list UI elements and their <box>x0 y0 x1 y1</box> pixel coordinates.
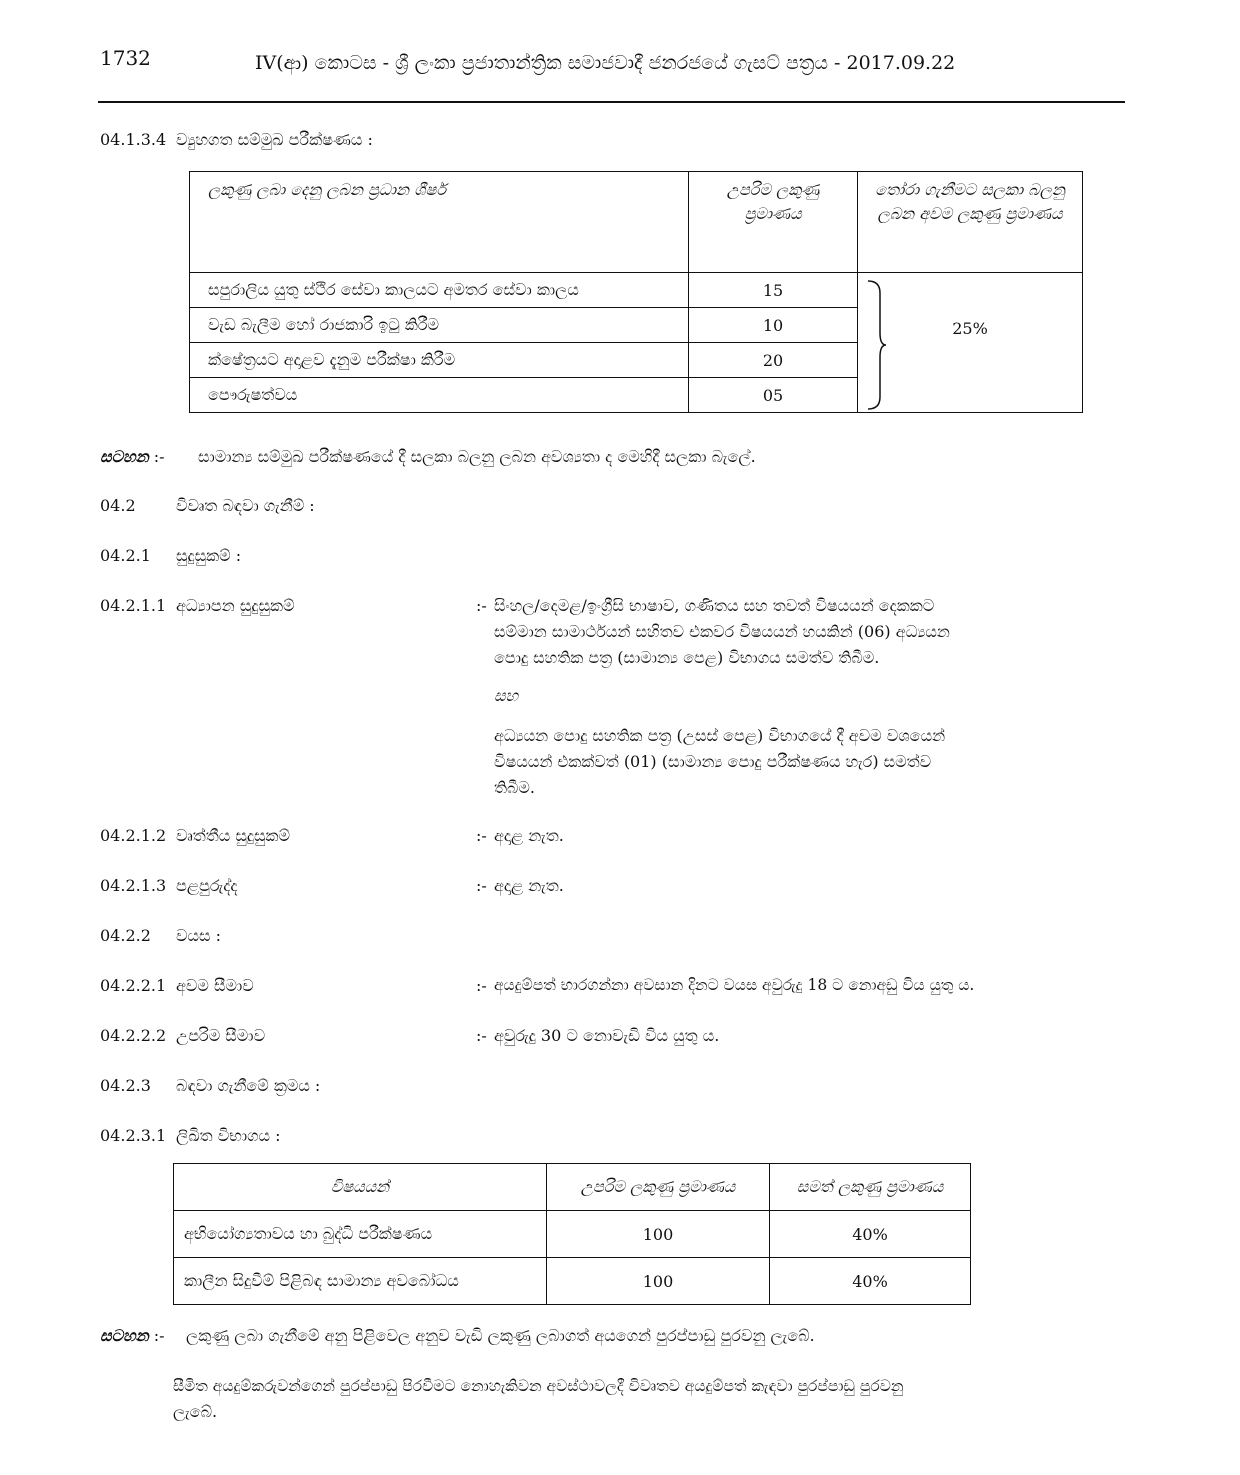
section-value: අදාළ නැත. <box>494 876 564 895</box>
section-label: පළපුරුද්ද <box>176 876 238 895</box>
note-text: ලකුණු ලබා ගැනීමේ අනු පිළිවෙල අනුව වැඩි ලකුණු ලබාගත් අයගෙන් පුරප්පාඩු පුරවනු ලැබේ. <box>186 1326 815 1345</box>
table-row <box>174 1211 971 1258</box>
table-cell-max: 10 <box>689 308 858 343</box>
min-percent: 25% <box>952 319 988 338</box>
table-header-cell: සමත් ලකුණු ප්‍රමාණය <box>770 1164 971 1211</box>
section-heading: ව්‍යුහගත සම්මුඛ පරීක්ෂණය : <box>176 130 373 149</box>
separator: :- <box>476 976 487 995</box>
table-header-cell: උපරිම ලකුණු ප්‍රමාණය <box>689 172 858 273</box>
table-cell-pass: 40% <box>770 1258 971 1305</box>
table-cell-max: 15 <box>689 273 858 308</box>
section-number: 04.2.1.2 <box>100 826 167 845</box>
separator: :- <box>476 1026 487 1045</box>
table-row <box>190 273 1083 308</box>
table-row <box>174 1258 971 1305</box>
section-number: 04.2.1.3 <box>100 876 167 895</box>
section-number: 04.1.3.4 <box>100 130 167 149</box>
table-header-cell: ලකුණු ලබා දෙනු ලබන ප්‍රධාන ශීර්ෂ <box>190 172 689 273</box>
interview-marks-table <box>189 171 1083 413</box>
section-value: අදාළ නැත. <box>494 826 564 845</box>
section-heading: ලිඛිත විභාගය : <box>176 1126 281 1145</box>
separator: :- <box>476 596 487 615</box>
curly-brace-icon <box>866 279 886 411</box>
table-cell-max: 100 <box>547 1211 770 1258</box>
advanced-level-text: අධ්‍යයන පොදු සහතික පත්‍ර (උසස් පෙළ) විභාගයේ දී අවම වශයෙන් විෂයයන් එකක්වත් (01) (සාමාන්‍ය පොදු පරීක්ෂණය හැර) සමත්ව තිබීම. <box>494 726 946 797</box>
note-text: සාමාන්‍ය සම්මුඛ පරීක්ෂණයේ දී සලකා බලනු ලබන අවශ්‍යතා ද මෙහිදී සලකා බැලේ. <box>198 447 756 466</box>
section-value: අවුරුදු 30 ට නොවැඩි විය යුතු ය. <box>494 1026 720 1045</box>
education-qualification-text: සිංහල/දෙමළ/ඉංග්‍රීසි භාෂාව, ගණිතය සහ තවත් විෂයයන් දෙකකට සම්මාන සාමාර්ථයන් සහිතව එකවර විෂයයන් හයකින් (06) අධ්‍යයන පොදු සහතික පත්‍ර (සාමාන්‍ය පෙළ) විභාගය සමත්ව තිබීම. <box>494 596 950 667</box>
table-cell-max: 05 <box>689 378 858 413</box>
table-cell-max: 100 <box>547 1258 770 1305</box>
section-number: 04.2 <box>100 496 136 515</box>
table-cell-min <box>858 273 1083 413</box>
table-cell-item: සපුරාලිය යුතු ස්ථිර සේවා කාලයට අමතර සේවා කාලය <box>190 273 689 308</box>
section-label: අධ්‍යාපන සුදුසුකම් <box>176 596 295 615</box>
table-cell-subject: අභියෝග්‍යතාවය හා බුද්ධි පරීක්ෂණය <box>174 1211 547 1258</box>
section-heading: සුදුසුකම් : <box>176 546 242 565</box>
section-number: 04.2.2.2 <box>100 1026 167 1045</box>
page-number: 1732 <box>100 46 151 70</box>
header-divider <box>98 101 1125 103</box>
table-cell-max: 20 <box>689 343 858 378</box>
note-label: සටහන :- <box>100 1326 165 1345</box>
note-text-continued: සීමිත අයදුම්කරුවන්ගෙන් පුරප්පාඩු පිරවීමට නොහැකිවන අවස්ථාවලදී විවෘතව අයදුම්පත් කැඳවා පුරප්පාඩු පුරවනු ලැබේ. <box>173 1377 904 1421</box>
table-cell-item: වැඩ බැලීම හෝ රාජකාරි ඉටු කිරීම <box>190 308 689 343</box>
gazette-title: IV(ආ) කොටස - ශ්‍රී ලංකා ප්‍රජාතාන්ත්‍රික සමාජවාදී ජනරජයේ ගැසට් පත්‍රය - 2017.09.22 <box>255 52 956 74</box>
note-label: සටහන :- <box>100 447 165 466</box>
table-cell-subject: කාලීන සිදුවීම් පිළිබඳ සාමාන්‍ය අවබෝධය <box>174 1258 547 1305</box>
section-number: 04.2.2 <box>100 926 151 945</box>
table-header-cell: උපරිම ලකුණු ප්‍රමාණය <box>547 1164 770 1211</box>
section-heading: විවෘත බඳවා ගැනීම් : <box>176 496 315 515</box>
and-text: සහ <box>494 686 519 705</box>
table-cell-pass: 40% <box>770 1211 971 1258</box>
written-exam-table <box>173 1163 971 1305</box>
section-label: අවම සීමාව <box>176 976 254 995</box>
separator: :- <box>476 826 487 845</box>
section-heading: බඳවා ගැනීමේ ක්‍රමය : <box>176 1076 321 1095</box>
separator: :- <box>476 876 487 895</box>
section-number: 04.2.2.1 <box>100 976 167 995</box>
section-heading: වයස : <box>176 926 221 945</box>
section-number: 04.2.1.1 <box>100 596 167 615</box>
section-number: 04.2.3.1 <box>100 1126 167 1145</box>
section-value: අයදුම්පත් භාරගන්නා අවසාන දිනට වයස අවුරුදු 18 ට නොඅඩු විය යුතු ය. <box>494 976 975 994</box>
table-cell-item: ක්ෂේත්‍රයට අදාළව දැනුම පරීක්ෂා කිරීම <box>190 343 689 378</box>
table-header-cell: විෂයයන් <box>174 1164 547 1211</box>
section-label: වෘත්තීය සුදුසුකම් <box>176 826 290 845</box>
table-header-row <box>174 1164 971 1211</box>
section-number: 04.2.3 <box>100 1076 151 1095</box>
section-label: උපරිම සීමාව <box>176 1026 266 1045</box>
table-cell-item: පෞරුෂත්වය <box>190 378 689 413</box>
section-number: 04.2.1 <box>100 546 151 565</box>
table-header-row <box>190 172 1083 273</box>
table-header-cell: තෝරා ගැනීමට සලකා බලනු ලබන අවම ලකුණු ප්‍රමාණය <box>858 172 1083 273</box>
